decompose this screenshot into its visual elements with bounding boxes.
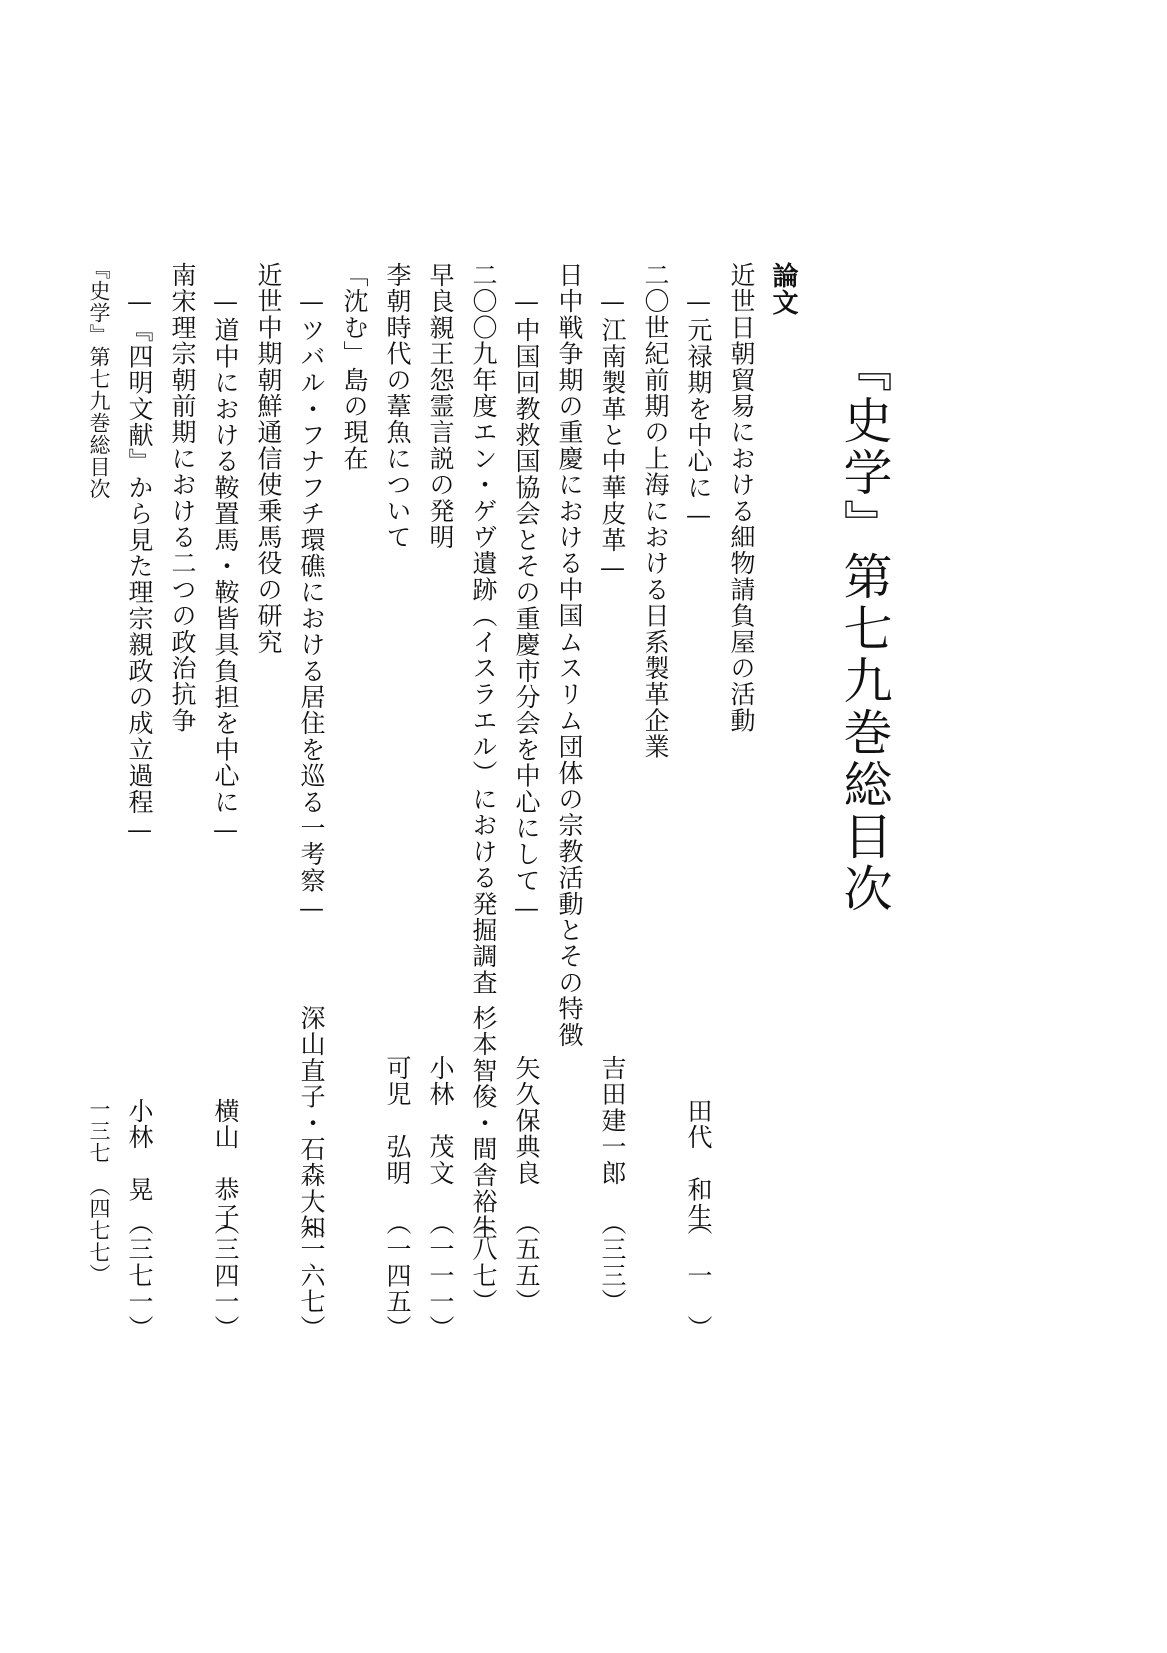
page-title: 『史学』第七九巻総目次 <box>836 343 893 915</box>
entry-author: 杉本智俊・間舎裕生 <box>469 1005 498 1241</box>
entry-subtitle: —『四明文献』から見た理宗親政の成立過程— <box>125 287 154 846</box>
entry-page: （三四一） <box>211 1210 240 1341</box>
entry-title: 「沈む」島の現在 <box>340 262 369 472</box>
entry-page: （八七） <box>469 1210 498 1315</box>
entry-author: 横山 恭子 <box>211 1098 240 1229</box>
entry-page: （五五） <box>512 1210 541 1315</box>
entry-author: 矢久保典良 <box>512 1055 541 1186</box>
entry-subtitle: —元禄期を中心に— <box>684 287 713 531</box>
entry-title: 近世日朝貿易における細物請負屋の活動 <box>727 262 756 734</box>
entry-subtitle: —ツバル・フナフチ環礁における居住を巡る一考察— <box>297 287 326 924</box>
entry-title: 二〇〇九年度エン・ゲヴ遺跡（イスラエル）における発掘調査 <box>469 262 498 996</box>
entry-author: 田代 和生 <box>684 1098 713 1229</box>
entry-title: 南宋理宗朝前期における二つの政治抗争 <box>168 262 197 734</box>
entry-author: 吉田建一郎 <box>598 1055 627 1186</box>
entry-page: （一一一） <box>426 1210 455 1341</box>
page-number: 一三七 （四七七） <box>87 1098 111 1286</box>
entry-title: 李朝時代の葦魚について <box>383 262 412 551</box>
entry-page: （ 一 ） <box>684 1210 713 1341</box>
entry-subtitle: —江南製革と中華皮革— <box>598 287 627 584</box>
running-footer: 『史学』第七九巻総目次 <box>87 258 111 500</box>
entry-author: 小林 茂文 <box>426 1055 455 1186</box>
entry-author: 小林 晃 <box>125 1098 154 1203</box>
entry-title: 近世中期朝鮮通信使乗馬役の研究 <box>254 262 283 655</box>
entry-title: 二〇世紀前期の上海における日系製革企業 <box>641 262 670 760</box>
entry-subtitle: —中国回教救国協会とその重慶市分会を中心にして— <box>512 287 541 924</box>
entry-subtitle: —道中における鞍置馬・鞍皆具負担を中心に— <box>211 287 240 846</box>
entry-page: （三三） <box>598 1210 627 1315</box>
entry-title: 日中戦争期の重慶における中国ムスリム団体の宗教活動とその特徴 <box>555 262 584 1048</box>
section-heading: 論文 <box>768 262 798 317</box>
entry-author: 深山直子・石森大知 <box>297 1005 326 1241</box>
entry-title: 早良親王怨霊言説の発明 <box>426 262 455 551</box>
entry-author: 可児 弘明 <box>383 1055 412 1186</box>
entry-page: （一六七） <box>297 1210 326 1341</box>
entry-page: （三七一） <box>125 1210 154 1341</box>
entry-page: （一四五） <box>383 1210 412 1341</box>
